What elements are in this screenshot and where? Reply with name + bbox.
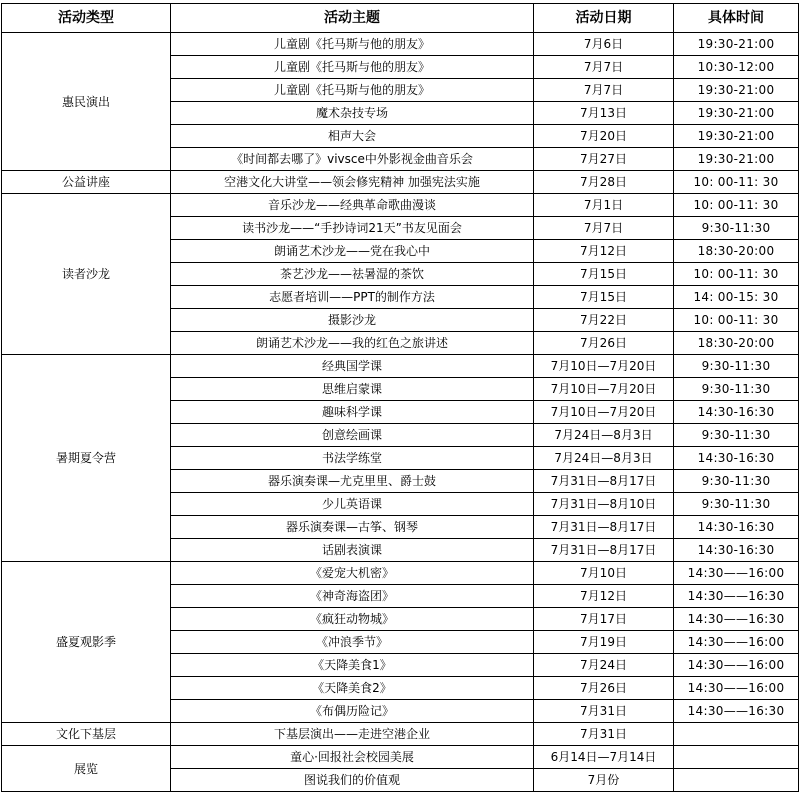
time-cell [674,769,799,792]
date-cell: 7月24日 [534,654,674,677]
time-cell: 14:30——16:00 [674,677,799,700]
time-cell: 9:30-11:30 [674,378,799,401]
topic-cell: 思维启蒙课 [171,378,534,401]
date-cell: 7月20日 [534,125,674,148]
time-cell: 19:30-21:00 [674,148,799,171]
date-cell: 7月31日—8月17日 [534,539,674,562]
time-cell: 19:30-21:00 [674,79,799,102]
date-cell: 7月1日 [534,194,674,217]
date-cell: 7月26日 [534,677,674,700]
time-cell [674,746,799,769]
time-cell: 14:30——16:00 [674,654,799,677]
time-cell: 10: 00-11: 30 [674,194,799,217]
time-cell [674,723,799,746]
topic-cell: 器乐演奏课—尤克里里、爵士鼓 [171,470,534,493]
header-activity-type: 活动类型 [2,4,171,33]
table-row [2,355,799,378]
topic-cell: 音乐沙龙——经典革命歌曲漫谈 [171,194,534,217]
topic-cell: 少儿英语课 [171,493,534,516]
topic-cell: 相声大会 [171,125,534,148]
time-cell: 18:30-20:00 [674,240,799,263]
date-cell: 7月31日—8月17日 [534,470,674,493]
date-cell: 7月24日—8月3日 [534,447,674,470]
date-cell: 7月7日 [534,56,674,79]
date-cell: 7月31日—8月10日 [534,493,674,516]
date-cell: 7月31日—8月17日 [534,516,674,539]
time-cell: 9:30-11:30 [674,424,799,447]
category-cell: 读者沙龙 [2,194,171,355]
topic-cell: 《天降美食2》 [171,677,534,700]
time-cell: 9:30-11:30 [674,470,799,493]
category-cell: 公益讲座 [2,171,171,194]
date-cell: 7月24日—8月3日 [534,424,674,447]
topic-cell: 话剧表演课 [171,539,534,562]
date-cell: 7月12日 [534,585,674,608]
time-cell: 9:30-11:30 [674,355,799,378]
date-cell: 7月17日 [534,608,674,631]
time-cell: 14:30-16:30 [674,539,799,562]
time-cell: 18:30-20:00 [674,332,799,355]
time-cell: 19:30-21:00 [674,125,799,148]
topic-cell: 摄影沙龙 [171,309,534,332]
table-row [2,171,799,194]
date-cell: 7月10日 [534,562,674,585]
date-cell: 7月31日 [534,700,674,723]
topic-cell: 茶艺沙龙——祛暑湿的茶饮 [171,263,534,286]
date-cell: 7月15日 [534,263,674,286]
date-cell: 7月15日 [534,286,674,309]
topic-cell: 图说我们的价值观 [171,769,534,792]
topic-cell: 儿童剧《托马斯与他的朋友》 [171,56,534,79]
table-row [2,562,799,585]
time-cell: 9:30-11:30 [674,493,799,516]
date-cell: 7月7日 [534,217,674,240]
category-cell: 暑期夏令营 [2,355,171,562]
topic-cell: 读书沙龙——“手抄诗词21天”书友见面会 [171,217,534,240]
category-cell: 惠民演出 [2,33,171,171]
date-cell: 7月10日—7月20日 [534,378,674,401]
topic-cell: 《时间都去哪了》vivsce中外影视金曲音乐会 [171,148,534,171]
category-cell: 文化下基层 [2,723,171,746]
topic-cell: 书法学练堂 [171,447,534,470]
table-row [2,723,799,746]
date-cell: 7月7日 [534,79,674,102]
topic-cell: 《爱宠大机密》 [171,562,534,585]
time-cell: 10:30-12:00 [674,56,799,79]
topic-cell: 朗诵艺术沙龙——我的红色之旅讲述 [171,332,534,355]
date-cell: 7月10日—7月20日 [534,401,674,424]
topic-cell: 《冲浪季节》 [171,631,534,654]
time-cell: 10: 00-11: 30 [674,309,799,332]
topic-cell: 空港文化大讲堂——领会修宪精神 加强宪法实施 [171,171,534,194]
topic-cell: 儿童剧《托马斯与他的朋友》 [171,79,534,102]
time-cell: 14:30——16:00 [674,562,799,585]
topic-cell: 志愿者培训——PPT的制作方法 [171,286,534,309]
date-cell: 7月27日 [534,148,674,171]
header-row [2,4,799,33]
time-cell: 10: 00-11: 30 [674,263,799,286]
topic-cell: 趣味科学课 [171,401,534,424]
topic-cell: 魔术杂技专场 [171,102,534,125]
date-cell: 7月26日 [534,332,674,355]
header-activity-topic: 活动主题 [171,4,534,33]
time-cell: 19:30-21:00 [674,102,799,125]
time-cell: 14:30-16:30 [674,447,799,470]
topic-cell: 《神奇海盗团》 [171,585,534,608]
date-cell: 7月12日 [534,240,674,263]
topic-cell: 童心·回报社会校园美展 [171,746,534,769]
date-cell: 7月13日 [534,102,674,125]
topic-cell: 下基层演出——走进空港企业 [171,723,534,746]
activity-schedule-table [1,3,799,792]
category-cell: 展览 [2,746,171,792]
category-cell: 盛夏观影季 [2,562,171,723]
date-cell: 7月6日 [534,33,674,56]
time-cell: 14:30——16:30 [674,700,799,723]
topic-cell: 《布偶历险记》 [171,700,534,723]
topic-cell: 儿童剧《托马斯与他的朋友》 [171,33,534,56]
date-cell: 7月19日 [534,631,674,654]
time-cell: 14:30——16:00 [674,631,799,654]
time-cell: 14:30——16:30 [674,585,799,608]
header-specific-time: 具体时间 [674,4,799,33]
time-cell: 19:30-21:00 [674,33,799,56]
time-cell: 14:30-16:30 [674,401,799,424]
topic-cell: 器乐演奏课—古筝、钢琴 [171,516,534,539]
time-cell: 10: 00-11: 30 [674,171,799,194]
date-cell: 7月28日 [534,171,674,194]
topic-cell: 朗诵艺术沙龙——党在我心中 [171,240,534,263]
date-cell: 7月31日 [534,723,674,746]
header-activity-date: 活动日期 [534,4,674,33]
time-cell: 14:30——16:30 [674,608,799,631]
table-row [2,746,799,769]
time-cell: 14: 00-15: 30 [674,286,799,309]
topic-cell: 《天降美食1》 [171,654,534,677]
time-cell: 14:30-16:30 [674,516,799,539]
topic-cell: 经典国学课 [171,355,534,378]
date-cell: 6月14日—7月14日 [534,746,674,769]
schedule-body [2,33,799,792]
date-cell: 7月份 [534,769,674,792]
time-cell: 9:30-11:30 [674,217,799,240]
topic-cell: 创意绘画课 [171,424,534,447]
table-row [2,194,799,217]
table-row [2,33,799,56]
topic-cell: 《疯狂动物城》 [171,608,534,631]
date-cell: 7月22日 [534,309,674,332]
date-cell: 7月10日—7月20日 [534,355,674,378]
